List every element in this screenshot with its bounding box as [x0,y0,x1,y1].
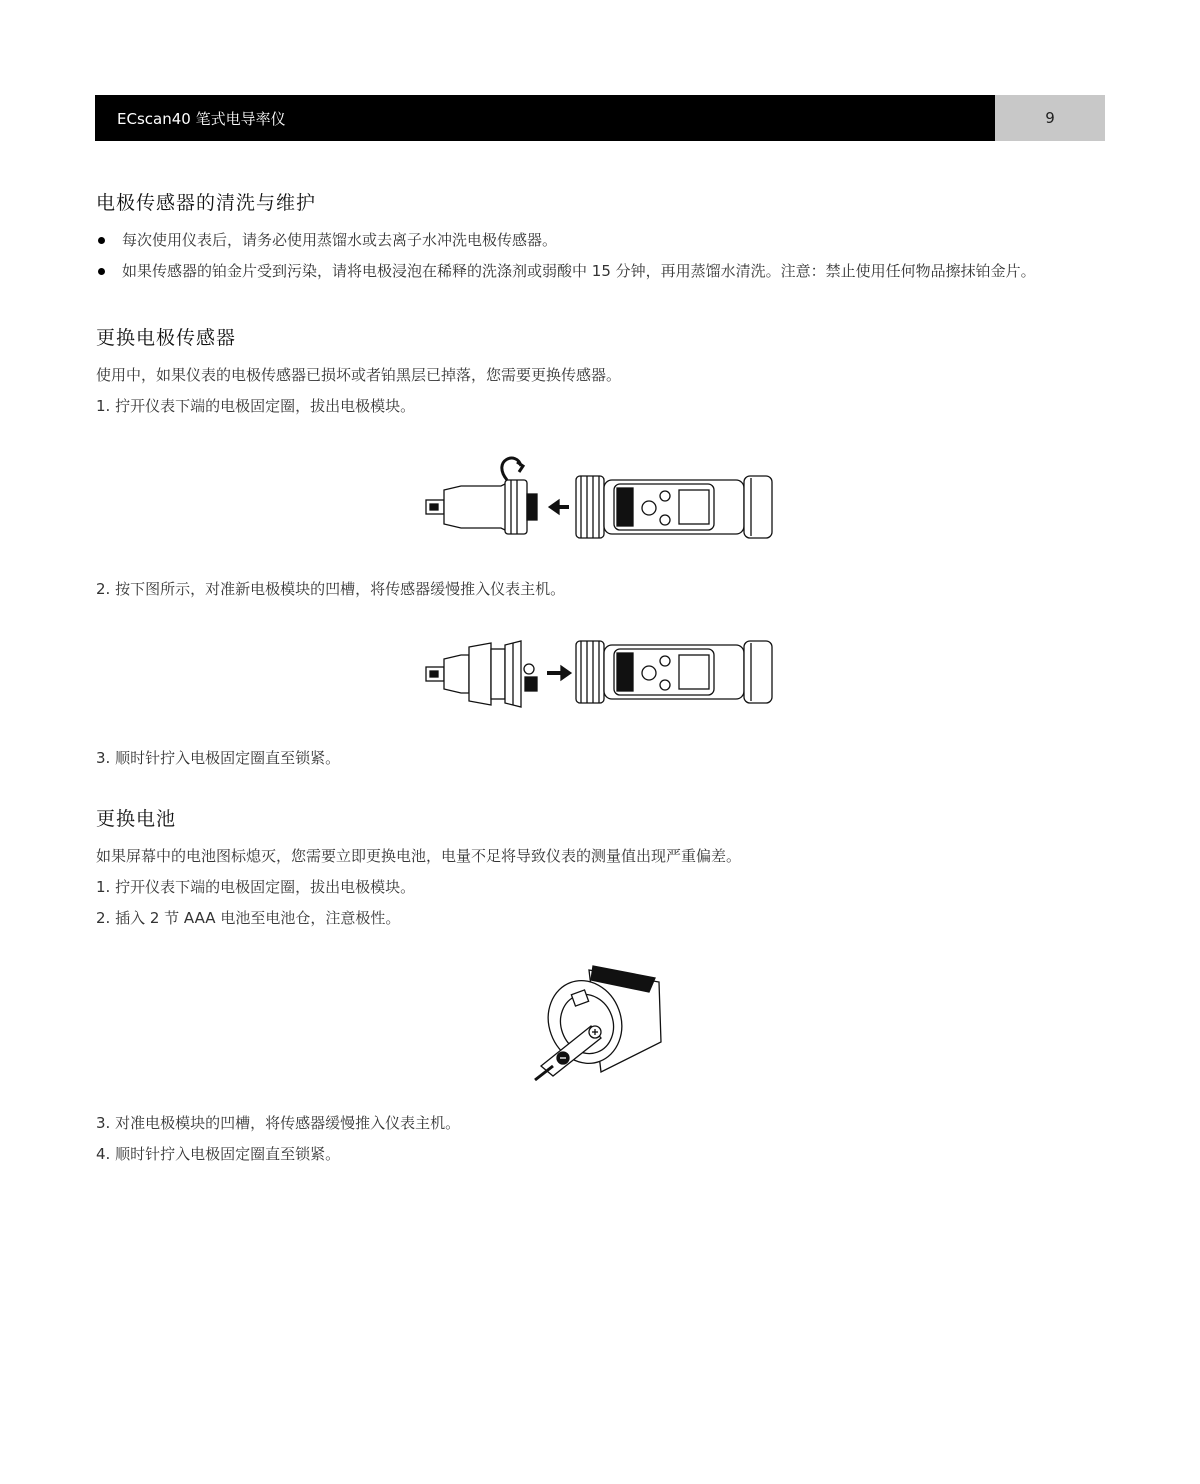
battery-insert-illustration [531,962,671,1082]
cleaning-bullet-list [96,225,1106,287]
replace-battery-step-2: 2. 插入 2 节 AAA 电池至电池仓，注意极性。 [96,909,401,927]
replace-battery-step-3: 3. 对准电极模块的凹槽，将传感器缓慢推入仪表主机。 [96,1114,461,1132]
page-number: 9 [995,95,1105,141]
replace-battery-intro: 如果屏幕中的电池图标熄灭，您需要立即更换电池，电量不足将导致仪表的测量值出现严重偏差。 [96,847,742,865]
section-heading-cleaning: 电极传感器的清洗与维护 [96,192,317,214]
header-title: ECscan40 笔式电导率仪 [95,95,995,141]
page-header [95,95,1105,141]
replace-battery-step-1: 1. 拧开仪表下端的电极固定圈，拔出电极模块。 [96,878,416,896]
section-heading-replace-electrode: 更换电极传感器 [96,327,237,349]
list-item: 如果传感器的铂金片受到污染，请将电极浸泡在稀释的洗涤剂或弱酸中 15 分钟，再用蒸馏水清洗。注意：禁止使用任何物品擦抹铂金片。 [96,256,1106,287]
replace-electrode-step-3: 3. 顺时针拧入电极固定圈直至锁紧。 [96,749,341,767]
replace-electrode-intro: 使用中，如果仪表的电极传感器已损坏或者铂黑层已掉落，您需要更换传感器。 [96,366,622,384]
replace-battery-step-4: 4. 顺时针拧入电极固定圈直至锁紧。 [96,1145,341,1163]
remove-electrode-illustration [421,452,781,552]
insert-electrode-illustration [421,639,781,709]
replace-electrode-step-1: 1. 拧开仪表下端的电极固定圈，拔出电极模块。 [96,397,416,415]
list-item: 每次使用仪表后，请务必使用蒸馏水或去离子水冲洗电极传感器。 [96,225,1106,256]
replace-electrode-step-2: 2. 按下图所示，对准新电极模块的凹槽，将传感器缓慢推入仪表主机。 [96,580,566,598]
page-content [96,188,1106,1170]
section-heading-replace-battery: 更换电池 [96,808,177,830]
